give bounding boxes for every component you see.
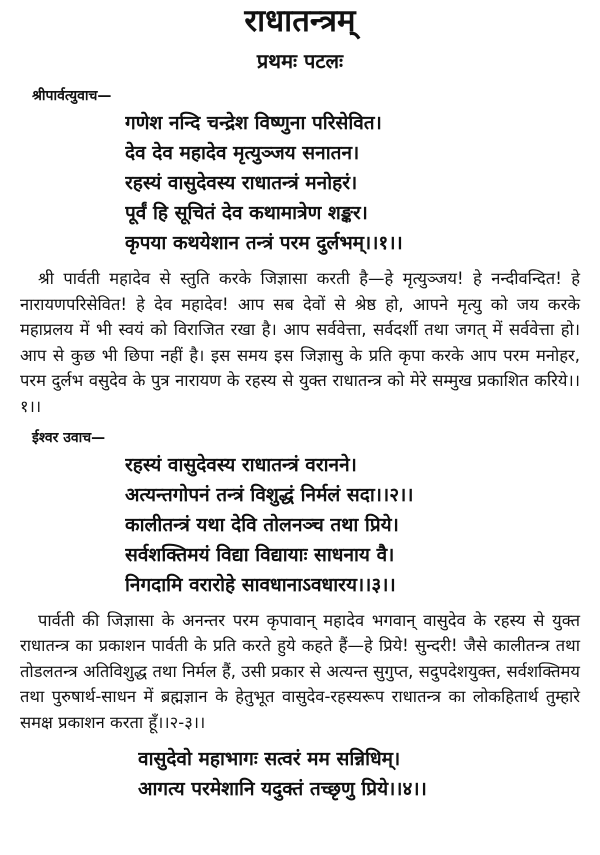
verse-line: अत्यन्तगोपनं तन्त्रं विशुद्धं निर्मलं सदा।।२।। <box>125 483 414 506</box>
verse-line: कालीतन्त्रं यथा देवि तोलनञ्च तथा प्रिये। <box>125 513 399 536</box>
commentary-paragraph-2: पार्वती की जिज्ञासा के अनन्तर परम कृपावान् महादेव भगवान् वासुदेव के रहस्य से युक्त राधातन्त्र का प्रकाशन पार्वती के प्रति करते हुये कहते हैं—हे प्रिये! सुन्दरी! जैसे कालीतन्त्र तथा तोडलतन्त्र अतिविशुद्ध तथा निर्मल हैं, उसी प्रकार से अत्यन्त सुगुप्त, सदुपदेशयुक्त, सर्वशक्तिमय तथा पुरुषार्थ-साधन में ब्रह्मज्ञान के हेतुभूत वासुदेव-रहस्यरूप राधातन्त्र का लोकहितार्थ तुम्हारे समक्ष प्रकाशन करता हूँ।।२-३।। <box>20 610 580 732</box>
verse-block-3 <box>138 744 538 804</box>
verse-line: गणेश नन्दि चन्द्रेश विष्णुना परिसेवित। <box>125 112 382 134</box>
verse-line: आगत्य परमेशानि यदुक्तं तच्छृणु प्रिये।।४।। <box>138 777 427 800</box>
speaker-label-parvati: श्रीपार्वत्युवाच— <box>32 88 112 104</box>
verse-block-2 <box>125 450 535 600</box>
verse-line: निगदामि वरारोहे सावधानाऽवधारय।।३।। <box>125 573 396 596</box>
verse-line: कृपया कथयेशान तन्त्रं परम दुर्लभम्।।१।। <box>125 232 403 254</box>
chapter-heading: प्रथमः पटलः <box>256 49 344 73</box>
commentary-paragraph-1: श्री पार्वती महादेव से स्तुति करके जिज्ञासा करती है—हे मृत्युञ्जय! हे नन्दीवन्दित! हे नारायणपरिसेवित! हे देव महादेव! आप सब देवों से श्रेष्ठ हो, आपने मृत्यु को जय करके महाप्रलय में भी स्वयं को विराजित रखा है। आप सर्ववेत्ता, सर्वदर्शी तथा जगत् में सर्ववेत्ता हो। आप से कुछ भी छिपा नहीं है। इस समय इस जिज्ञासु के प्रति कृपा करके आप परम मनोहर, परम दुर्लभ वसुदेव के पुत्र नारायण के रहस्य से युक्त राधातन्त्र को मेरे सम्मुख प्रकाशित करिये।।१।। <box>20 269 580 416</box>
speaker-label-ishvara: ईश्वर उवाच— <box>32 429 106 446</box>
verse-line: रहस्यं वासुदेवस्य राधातन्त्रं मनोहरं। <box>125 172 358 194</box>
verse-block-1 <box>125 108 535 258</box>
verse-line: सर्वशक्तिमयं विद्या विद्यायाः साधनाय वै। <box>125 543 395 566</box>
verse-line: रहस्यं वासुदेवस्य राधातन्त्रं वरानने। <box>125 453 357 476</box>
verse-line: पूर्वं हि सूचितं देव कथामात्रेण शङ्कर। <box>125 202 368 224</box>
page-title: राधातन्त्रम् <box>244 3 356 39</box>
verse-line: देव देव महादेव मृत्युञ्जय सनातन। <box>125 142 360 164</box>
verse-line: वासुदेवो महाभागः सत्वरं मम सन्निधिम्। <box>138 747 401 770</box>
